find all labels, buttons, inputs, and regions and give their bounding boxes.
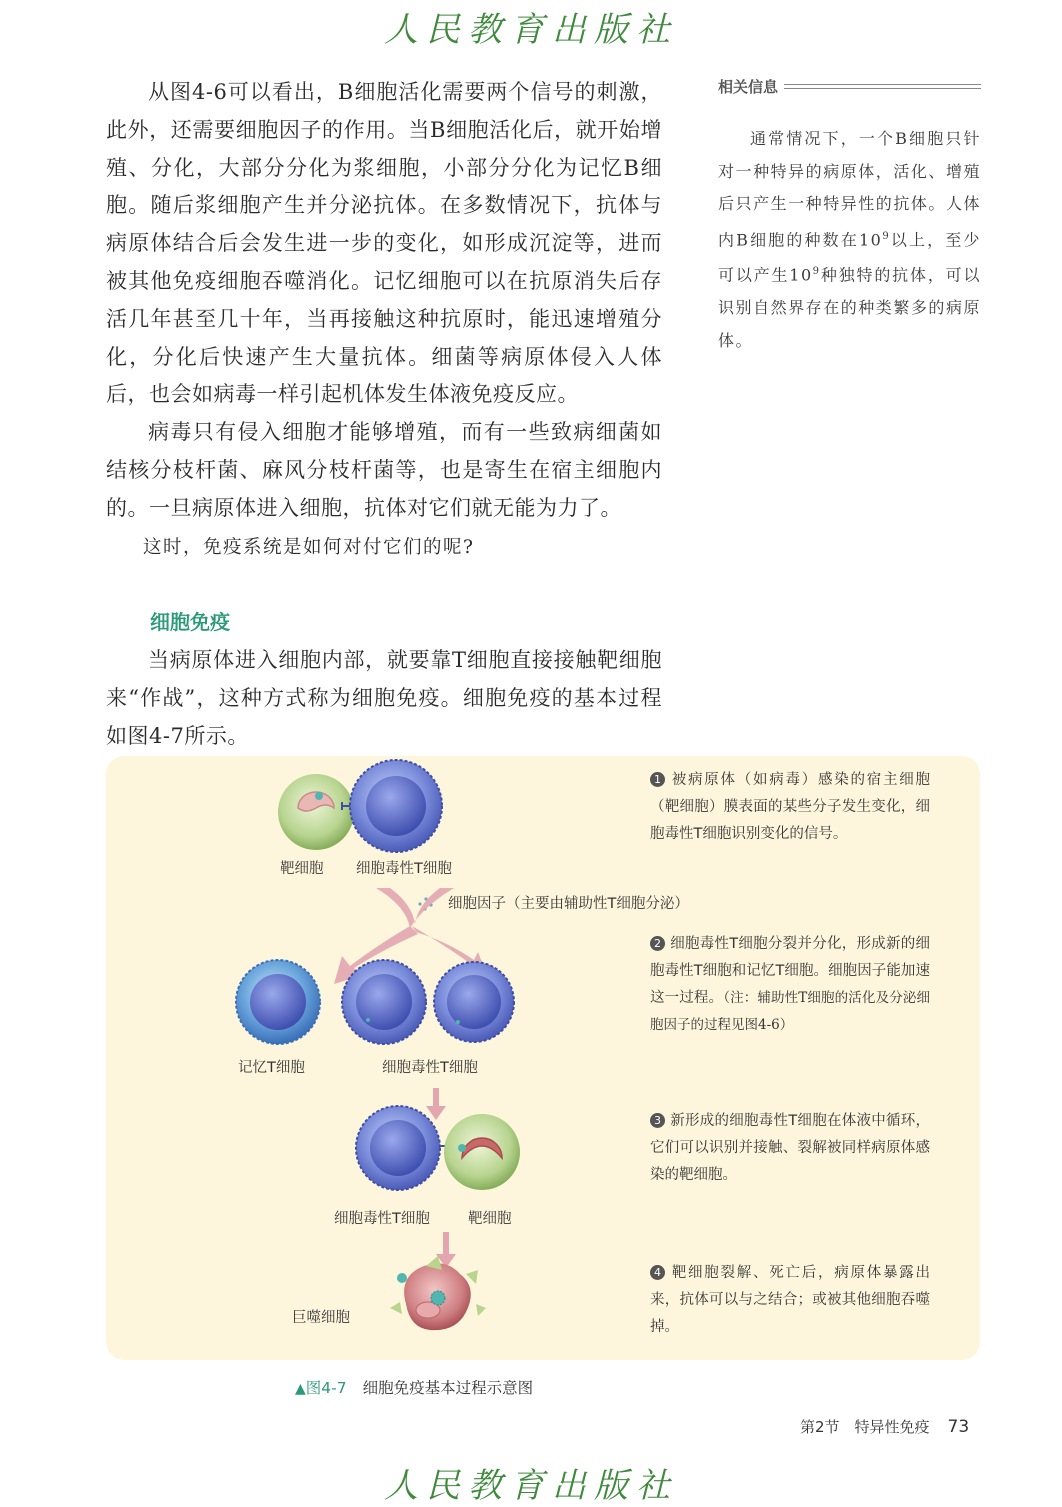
label-cytotoxic-t-cell-2: 细胞毒性T细胞 [382, 1060, 478, 1076]
sidebar-sup-1: 9 [882, 230, 891, 242]
page-number: 73 [947, 1417, 970, 1437]
sidebar-sup-2: 9 [812, 266, 821, 278]
figure-4-7 [106, 756, 980, 1360]
sidebar-text [718, 123, 981, 357]
paragraph-question: 这时，免疫系统是如何对付它们的呢? [143, 536, 475, 558]
section-title: 细胞免疫 [150, 610, 230, 634]
caption-triangle-icon: ▲ [295, 1381, 306, 1397]
target-cell-icon [278, 774, 354, 850]
step-number-3: 3 [650, 1113, 665, 1128]
footer-section: 第2节 特异性免疫 [800, 1418, 930, 1436]
sidebar-related-info [718, 76, 981, 357]
target-cell-icon-3 [444, 1114, 520, 1190]
section-text [106, 641, 662, 755]
cytotoxic-t-cell-icon-3 [356, 1106, 448, 1190]
main-text [106, 74, 662, 566]
memory-t-cell-icon [236, 960, 320, 1044]
figure-caption [295, 1376, 533, 1398]
step-2 [650, 931, 930, 1039]
label-target-cell-3: 靶细胞 [468, 1211, 512, 1227]
publisher-watermark-top: 人民教育出版社 [384, 10, 678, 50]
label-cytokine: 细胞因子（主要由辅助性T细胞分泌） [448, 896, 689, 912]
publisher-watermark-bottom: 人民教育出版社 [384, 1466, 678, 1506]
cytotoxic-t-cell-icon-2b [434, 962, 514, 1042]
caption-number: 图4-7 [305, 1379, 347, 1397]
sidebar-text-c: 种独特的抗体，可以识别自然界存在的种类繁多的病原体。 [718, 265, 981, 350]
step-4 [650, 1260, 930, 1341]
label-cytotoxic-t-cell-3: 细胞毒性T细胞 [334, 1211, 430, 1227]
step-number-2: 2 [650, 936, 665, 951]
arrow-down-icon [426, 1088, 446, 1120]
page-footer [800, 1416, 969, 1437]
sidebar-text-b: 以上，至少可以产生10 [718, 229, 981, 285]
step-text-2: 细胞毒性T细胞分裂并分化，形成新的细胞毒性T细胞和记忆T细胞。细胞因子能加速这一过程。 [650, 936, 930, 1006]
paragraph-2: 病毒只有侵入细胞才能够增殖，而有一些致病细菌如结核分枝杆菌、麻风分枝杆菌等，也是寄生在宿主细胞内的。一旦病原体进入细胞，抗体对它们就无能为力了。 [106, 420, 662, 520]
step-3 [650, 1108, 930, 1189]
step-note-2: （注：辅助性T细胞的活化及分泌细胞因子的过程见图4-6） [650, 990, 930, 1033]
step-number-4: 4 [650, 1265, 665, 1280]
cytotoxic-t-cell-icon [342, 760, 442, 852]
macrophage-icon [397, 1263, 471, 1330]
paragraph-1: 从图4-6可以看出，B细胞活化需要两个信号的刺激，此外，还需要细胞因子的作用。当B细胞活化后，就开始增殖、分化，大部分分化为浆细胞，小部分分化为记忆B细胞。随后浆细胞产生并分泌抗体。在多数情况下，抗体与病原体结合后会发生进一步的变化，如形成沉淀等，进而被其他免疫细胞吞噬消化。记忆细胞可以在抗原消失后存活几年甚至几十年，当再接触这种抗原时，能迅速增殖分化，分化后快速产生大量抗体。细菌等病原体侵入人体后，也会如病毒一样引起机体发生体液免疫反应。 [106, 80, 662, 407]
sidebar-rule [784, 84, 981, 89]
sidebar-text-a: 通常情况下，一个B细胞只针对一种特异的病原体，活化、增殖后只产生一种特异性的抗体。人体内B细胞的种数在10 [718, 129, 981, 249]
cytotoxic-t-cell-icon-2a [342, 960, 426, 1044]
label-macrophage: 巨噬细胞 [292, 1310, 350, 1326]
step-text-3: 新形成的细胞毒性T细胞在体液中循环，它们可以识别并接触、裂解被同样病原体感染的靶细胞。 [650, 1113, 930, 1183]
caption-title: 细胞免疫基本过程示意图 [362, 1379, 534, 1397]
step-text-1: 被病原体（如病毒）感染的宿主细胞（靶细胞）膜表面的某些分子发生变化，细胞毒性T细胞识别变化的信号。 [650, 772, 930, 842]
step-1 [650, 767, 930, 848]
label-memory-t-cell: 记忆T细胞 [238, 1060, 305, 1076]
step-text-4: 靶细胞裂解、死亡后，病原体暴露出来，抗体可以与之结合；或被其他细胞吞噬掉。 [650, 1265, 930, 1335]
sidebar-header [718, 76, 981, 97]
sidebar-title: 相关信息 [718, 78, 779, 96]
label-target-cell: 靶细胞 [280, 861, 324, 877]
label-cytotoxic-t-cell: 细胞毒性T细胞 [356, 861, 452, 877]
section-paragraph: 当病原体进入细胞内部，就要靠T细胞直接接触靶细胞来“作战”，这种方式称为细胞免疫。细胞免疫的基本过程如图4-7所示。 [106, 648, 662, 748]
step-number-1: 1 [650, 772, 665, 787]
